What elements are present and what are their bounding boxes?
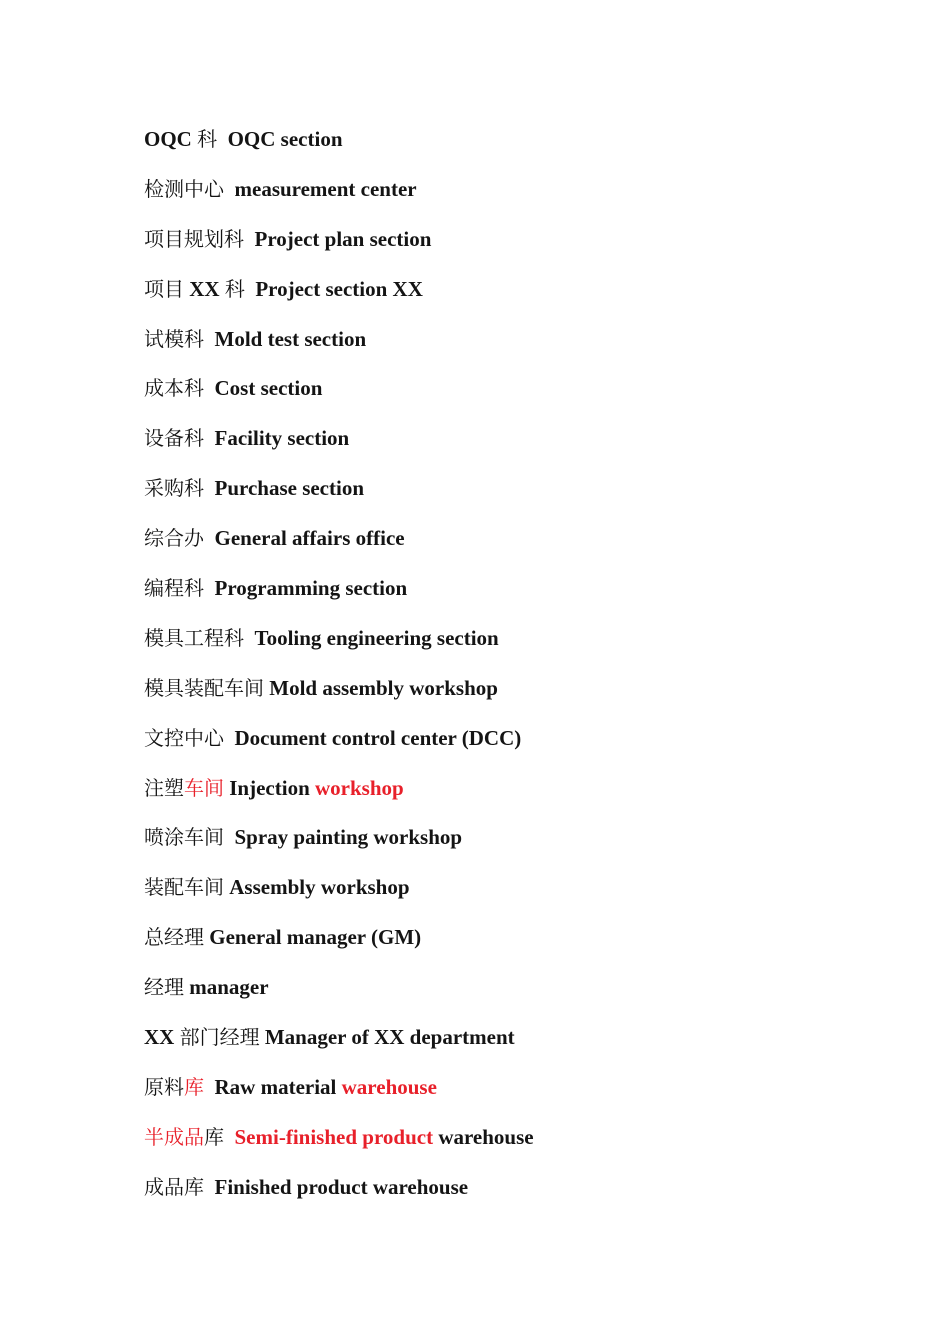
glossary-line bbox=[144, 1022, 844, 1072]
glossary-line bbox=[144, 773, 844, 823]
english-term: Manager of XX department bbox=[259, 1025, 515, 1050]
english-term: Mold assembly workshop bbox=[264, 675, 498, 700]
chinese-term: 设备科 bbox=[144, 426, 204, 451]
chinese-term: 模具工程科 bbox=[144, 625, 244, 650]
chinese-term: 科 bbox=[224, 276, 245, 301]
glossary-line bbox=[144, 922, 844, 972]
english-term: XX bbox=[144, 1025, 180, 1050]
chinese-term: 原料 bbox=[144, 1074, 184, 1099]
english-term: Finished product warehouse bbox=[204, 1174, 469, 1199]
chinese-term: 模具装配车间 bbox=[144, 675, 264, 700]
chinese-term: 编程科 bbox=[144, 576, 204, 601]
glossary-line bbox=[144, 1072, 844, 1122]
glossary-line bbox=[144, 523, 844, 573]
chinese-term: 综合办 bbox=[144, 526, 204, 551]
english-term: Raw material bbox=[204, 1074, 342, 1099]
english-term: XX bbox=[184, 276, 225, 301]
english-term: Project section XX bbox=[244, 276, 423, 301]
chinese-term: 经理 bbox=[144, 975, 184, 1000]
chinese-term: 注塑 bbox=[144, 775, 184, 800]
english-term: Programming section bbox=[204, 576, 408, 601]
glossary-line bbox=[144, 373, 844, 423]
glossary-line bbox=[144, 224, 844, 274]
glossary-line bbox=[144, 822, 844, 872]
english-term: Injection bbox=[224, 775, 315, 800]
glossary-line bbox=[144, 1122, 844, 1172]
english-term: OQC section bbox=[217, 127, 343, 151]
highlighted-text: 车间 bbox=[184, 775, 224, 800]
english-term: Assembly workshop bbox=[224, 875, 410, 900]
glossary-term-list bbox=[144, 124, 844, 1222]
highlighted-text: warehouse bbox=[341, 1074, 437, 1099]
english-term bbox=[224, 1125, 235, 1149]
glossary-line bbox=[144, 972, 844, 1022]
chinese-term: 文控中心 bbox=[144, 725, 224, 750]
glossary-line bbox=[144, 673, 844, 723]
chinese-term: 项目规划科 bbox=[144, 226, 244, 251]
highlighted-text: 库 bbox=[184, 1074, 204, 1099]
glossary-line bbox=[144, 324, 844, 374]
english-term: measurement center bbox=[224, 176, 417, 201]
chinese-term: 部门经理 bbox=[179, 1025, 260, 1050]
glossary-line bbox=[144, 423, 844, 473]
chinese-term: 喷涂车间 bbox=[144, 825, 224, 850]
chinese-term: 项目 bbox=[144, 276, 184, 301]
english-term: Purchase section bbox=[204, 476, 365, 501]
chinese-term: 科 bbox=[197, 127, 218, 151]
glossary-line bbox=[144, 623, 844, 673]
chinese-term: 成品库 bbox=[144, 1174, 204, 1199]
english-term: Cost section bbox=[204, 376, 323, 401]
glossary-line bbox=[144, 573, 844, 623]
english-term: OQC bbox=[144, 127, 192, 151]
english-term: Document control center (DCC) bbox=[224, 725, 522, 750]
glossary-line bbox=[144, 723, 844, 773]
chinese-term: 装配车间 bbox=[144, 875, 224, 900]
chinese-term: 成本科 bbox=[144, 376, 204, 401]
glossary-line bbox=[144, 872, 844, 922]
english-term: General affairs office bbox=[204, 526, 405, 551]
highlighted-text: workshop bbox=[315, 775, 404, 800]
chinese-term: 采购科 bbox=[144, 476, 204, 501]
chinese-term: 总经理 bbox=[144, 925, 204, 950]
english-term: Mold test section bbox=[204, 326, 367, 351]
english-term: Spray painting workshop bbox=[224, 825, 463, 850]
glossary-line bbox=[144, 124, 844, 174]
english-term: General manager (GM) bbox=[204, 925, 422, 950]
english-term: Tooling engineering section bbox=[244, 625, 499, 650]
english-term: Facility section bbox=[204, 426, 350, 451]
glossary-line bbox=[144, 1172, 844, 1222]
highlighted-text: Semi-finished product bbox=[234, 1124, 434, 1149]
glossary-line bbox=[144, 473, 844, 523]
glossary-line bbox=[144, 274, 844, 324]
highlighted-text: 半成品 bbox=[144, 1124, 204, 1149]
chinese-term: 库 bbox=[204, 1124, 224, 1149]
glossary-line bbox=[144, 174, 844, 224]
english-term: Project plan section bbox=[244, 226, 432, 251]
english-term: warehouse bbox=[433, 1124, 534, 1149]
chinese-term: 试模科 bbox=[144, 326, 204, 351]
english-term: manager bbox=[184, 975, 269, 1000]
chinese-term: 检测中心 bbox=[144, 176, 224, 201]
